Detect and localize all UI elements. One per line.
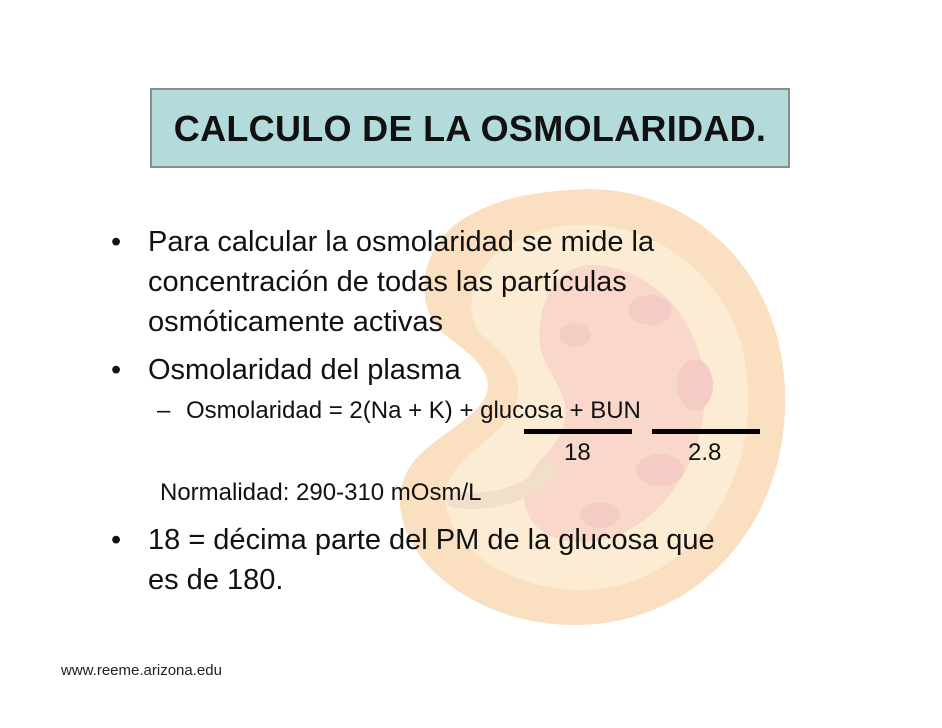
title-box bbox=[150, 88, 790, 168]
bullet-3-line-1: 18 = décima parte del PM de la glucosa que bbox=[148, 524, 715, 556]
bullet-3-line-2: es de 180. bbox=[148, 564, 284, 596]
footer-url: www.reeme.arizona.edu bbox=[61, 662, 222, 679]
bullet-marker: • bbox=[111, 354, 122, 386]
bullet-marker: • bbox=[111, 226, 122, 258]
fraction-bar-glucosa bbox=[524, 429, 632, 434]
denominator-bun: 2.8 bbox=[688, 439, 722, 466]
slide-title: CALCULO DE LA OSMOLARIDAD. bbox=[173, 108, 767, 149]
bullet-1-line-3: osmóticamente activas bbox=[148, 306, 443, 338]
normal-range: Normalidad: 290-310 mOsm/L bbox=[160, 479, 482, 506]
bullet-1-line-2: concentración de todas las partículas bbox=[148, 266, 627, 298]
bullet-1-line-1: Para calcular la osmolaridad se mide la bbox=[148, 226, 655, 258]
bullet-marker: • bbox=[111, 524, 122, 556]
denominator-glucosa: 18 bbox=[564, 439, 591, 466]
bullet-2-line-1: Osmolaridad del plasma bbox=[148, 354, 461, 386]
sub-bullet-dash: – bbox=[157, 397, 171, 424]
fraction-bar-bun bbox=[652, 429, 760, 434]
osmolarity-formula: Osmolaridad = 2(Na + K) + glucosa + BUN bbox=[186, 397, 641, 424]
